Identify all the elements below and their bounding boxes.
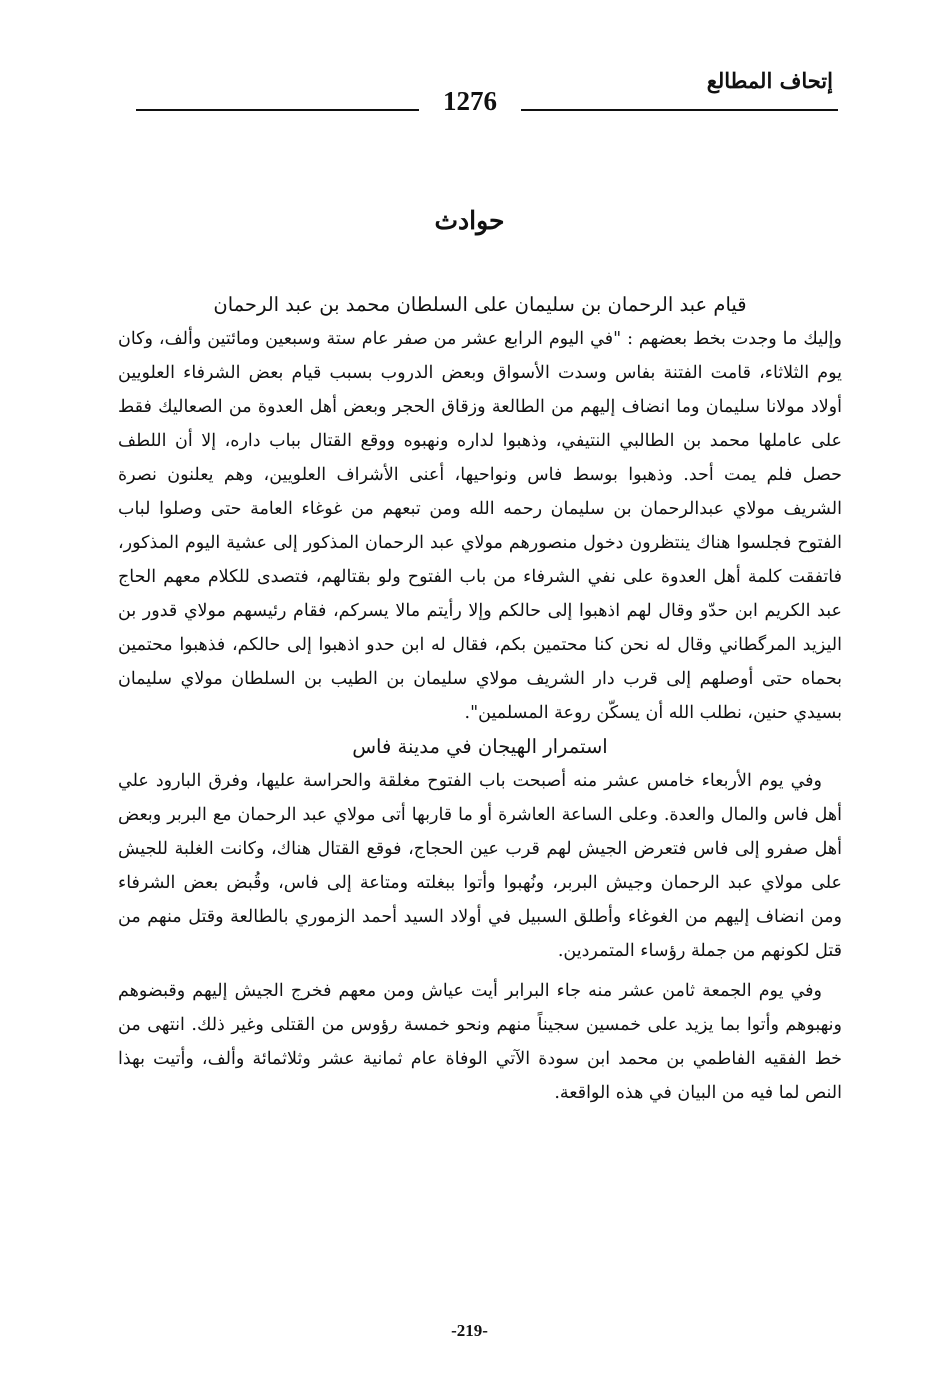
section-title: حوادث [434, 206, 505, 235]
header-rule-right [521, 109, 838, 111]
article-heading-uprising: قيام عبد الرحمان بن سليمان على السلطان محمد بن عبد الرحمان [213, 293, 747, 316]
article-paragraph: وفي يوم الجمعة ثامن عشر منه جاء البرابر أيت عياش ومن معهم فخرج الجيش إليهم وقبضوهم ونهبوهم وأتوا بما يزيد على خمسين سجيناً منهم ونحو خمسة رؤوس من القتلى وغير ذلك. انتهى من خط الفقيه الفاطمي بن محمد ابن سودة الآتي الوفاة عام ثمانية عشر وثلاثمائة وألف، وأتيت بهذا النص لما فيه من البيان في هذه الواقعة. [118, 981, 842, 1103]
page-body [118, 288, 842, 1110]
article-paragraph: وفي يوم الأربعاء خامس عشر منه أصبحت باب الفتوح مغلقة والحراسة عليها، وفرق البارود علي أهل فاس والمال والعدة. وعلى الساعة العاشرة أو ما قاربها أتى مولاي عبد الرحمان مع البربر وبعض أهل صفرو إلى فاس فتعرض الجيش لهم قرب عين الحجاج، فوقع القتال هناك، وكانت الغلبة للجيش على مولاي عبد الرحمان وجيش البربر، ونُهبوا وأتوا ببغلته ومتاعة إلى فاس، وقُبض بعض الشرفاء ومن انضاف إليهم من الغوغاء وأطلق السبيل في أولاد السيد أحمد الزموري بالطالعة وقتل منهم من قتل لكونهم من جملة رؤساء المتمردين. [118, 771, 843, 961]
page-number: -219- [451, 1321, 488, 1340]
header-year: 1276 [443, 86, 497, 116]
header-rule-left [136, 109, 419, 111]
article-heading-unrest-fez: استمرار الهيجان في مدينة فاس [352, 735, 608, 758]
article-paragraph: وإليك ما وجدت بخط بعضهم : "في اليوم الرابع عشر من صفر عام ستة وسبعين ومائتين وألف، وكان يوم الثلاثاء، قامت الفتنة بفاس وسدت الأسواق وبعض الدروب بسبب قيام بعض الشرفاء العلويين أولاد مولانا سليمان وما انضاف إليهم من الطالعة وزقاق الحجر وبعض أهل العدوة من الصعاليك فقط على عاملها محمد بن الطالبي النتيفي، وذهبوا لداره ونهبوه ووقع القتال بباب داره، إلا أن اللطف حصل فلم يمت أحد. وذهبوا بوسط فاس ونواحيها، أعنى الأشراف العلويين، وهم يعلنون نصرة الشريف مولاي عبدالرحمان بن سليمان رحمه الله ومن تبعهم من غوغاء العامة حتى وصلوا لباب الفتوح فجلسوا هناك ينتظرون دخول منصورهم مولاي عبد الرحمان المذكور إلى عشية اليوم المذكور، فاتفقت كلمة أهل العدوة على نفي الشرفاء من باب الفتوح ولو بقتالهم، فتصدى للكلام معهم الحاج عبد الكريم ابن حدّو وقال لهم اذهبوا إلى حالكم وإلا رأيتم مالا يسركم، فقام رئيسهم مولاي قدور بن اليزيد المرگطاني وقال له نحن كنا محتمين بكم، فقال له ابن حدو اذهبوا إلى حالكم، فذهبوا محتمين بحماه حتى أوصلهم إلى قرب دار الشريف مولاي سليمان بن الطيب بن السلطان مولاي سليمان بسيدي حنين، نطلب الله أن يسكّن روعة المسلمين". [118, 329, 842, 723]
running-head-book-title: إتحاف المطالع [706, 68, 833, 93]
